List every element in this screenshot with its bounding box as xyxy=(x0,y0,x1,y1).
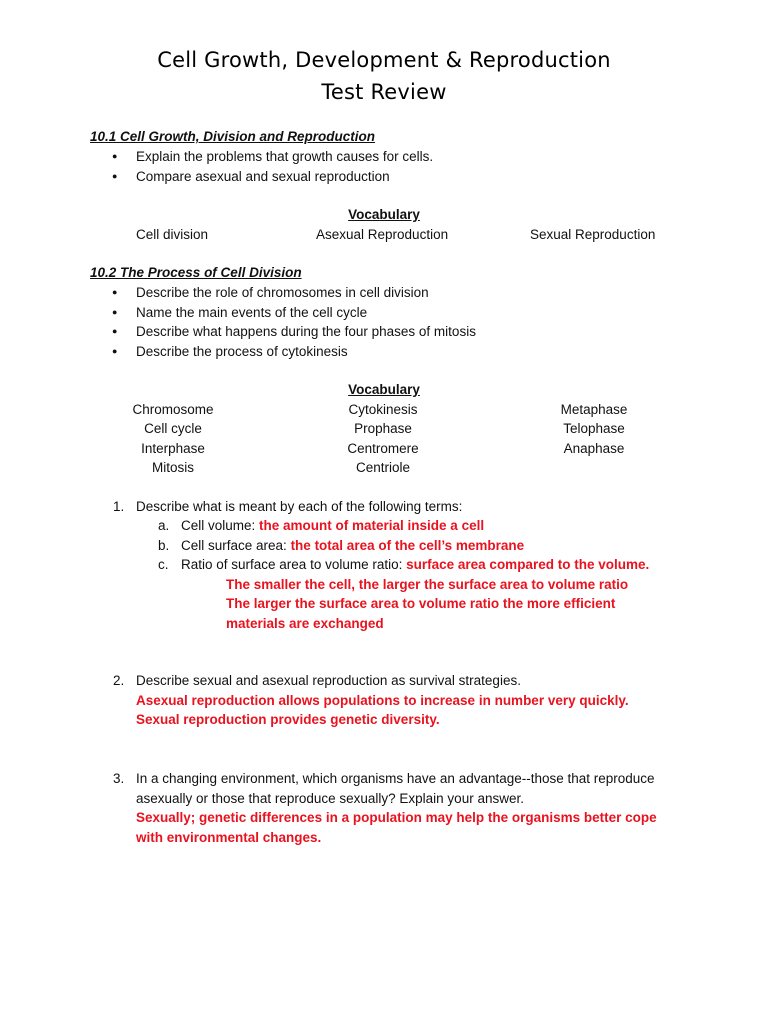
section-10-1-objectives xyxy=(112,147,433,186)
question-text: Describe what is meant by each of the following terms: xyxy=(136,499,463,514)
vocabulary-title: Vocabulary xyxy=(348,382,420,397)
answer-text: the amount of material inside a cell xyxy=(259,518,485,533)
vocab-term: Metaphase xyxy=(560,402,628,417)
objective-item: ● Compare asexual and sexual reproduction xyxy=(112,167,433,187)
vocab-term: Cell division xyxy=(136,227,209,242)
answer-line: Asexual reproduction allows populations to increase in number very quickly. xyxy=(136,693,629,708)
part-label: Ratio of surface area to volume ratio: xyxy=(181,557,407,572)
answer-line: Sexually; genetic differences in a population may help the organisms better cope xyxy=(136,810,657,825)
part-letter: b. xyxy=(158,538,170,553)
answer-text: the total area of the cell’s membrane xyxy=(290,538,525,553)
answer-line: with environmental changes. xyxy=(136,830,322,845)
question-part xyxy=(181,536,524,556)
question-text: Describe sexual and asexual reproduction as survival strategies. xyxy=(136,673,521,688)
vocab-term: Telophase xyxy=(563,421,625,437)
document-subtitle: Test Review xyxy=(321,80,447,104)
vocab-term: Cell cycle xyxy=(144,421,202,437)
objective-item: ● Explain the problems that growth causes for cells. xyxy=(112,147,433,167)
answer-line: The larger the surface area to volume ratio the more efficient xyxy=(226,596,616,611)
document-title: Cell Growth, Development & Reproduction xyxy=(157,48,611,72)
question-part xyxy=(181,516,484,536)
vocab-term: Centromere xyxy=(347,440,419,456)
part-label: Cell volume: xyxy=(181,518,260,533)
objective-item: ● Describe what happens during the four phases of mitosis xyxy=(112,322,476,342)
vocab-term: Sexual Reproduction xyxy=(530,227,656,242)
vocab-column xyxy=(323,400,443,477)
objective-item: ● Describe the role of chromosomes in cell division xyxy=(112,283,476,303)
vocab-term: Prophase xyxy=(354,421,412,437)
section-10-2-objectives xyxy=(112,283,476,361)
section-heading-10-2: 10.2 The Process of Cell Division xyxy=(90,265,302,280)
vocab-term: Asexual Reproduction xyxy=(316,227,449,242)
answer-line: Sexual reproduction provides genetic diversity. xyxy=(136,712,440,727)
objective-item: ● Describe the process of cytokinesis xyxy=(112,342,476,362)
question-number: 2. xyxy=(113,673,125,688)
question-part xyxy=(181,555,649,575)
question-text: In a changing environment, which organisms have an advantage--those that reproduce xyxy=(136,771,655,786)
objective-item: ● Name the main events of the cell cycle xyxy=(112,303,476,323)
part-letter: c. xyxy=(158,557,169,572)
vocab-term: Centriole xyxy=(355,459,411,475)
vocab-term: Interphase xyxy=(141,440,205,456)
section-heading-10-1: 10.1 Cell Growth, Division and Reproduction xyxy=(90,129,376,144)
question-number: 3. xyxy=(113,771,125,786)
vocab-column xyxy=(534,400,654,458)
answer-text: surface area compared to the volume. xyxy=(406,557,650,572)
part-label: Cell surface area: xyxy=(181,538,291,553)
vocab-term: Cytokinesis xyxy=(348,402,418,417)
question-text: asexually or those that reproduce sexually? Explain your answer. xyxy=(136,791,524,806)
answer-line: The smaller the cell, the larger the surface area to volume ratio xyxy=(226,577,629,592)
vocabulary-title: Vocabulary xyxy=(348,207,420,222)
part-letter: a. xyxy=(158,518,170,533)
question-number: 1. xyxy=(113,499,125,514)
vocab-term: Anaphase xyxy=(563,440,625,456)
vocab-term: Chromosome xyxy=(132,402,214,417)
vocab-column xyxy=(112,400,234,477)
vocab-term: Mitosis xyxy=(151,459,194,475)
answer-line: materials are exchanged xyxy=(226,616,384,631)
